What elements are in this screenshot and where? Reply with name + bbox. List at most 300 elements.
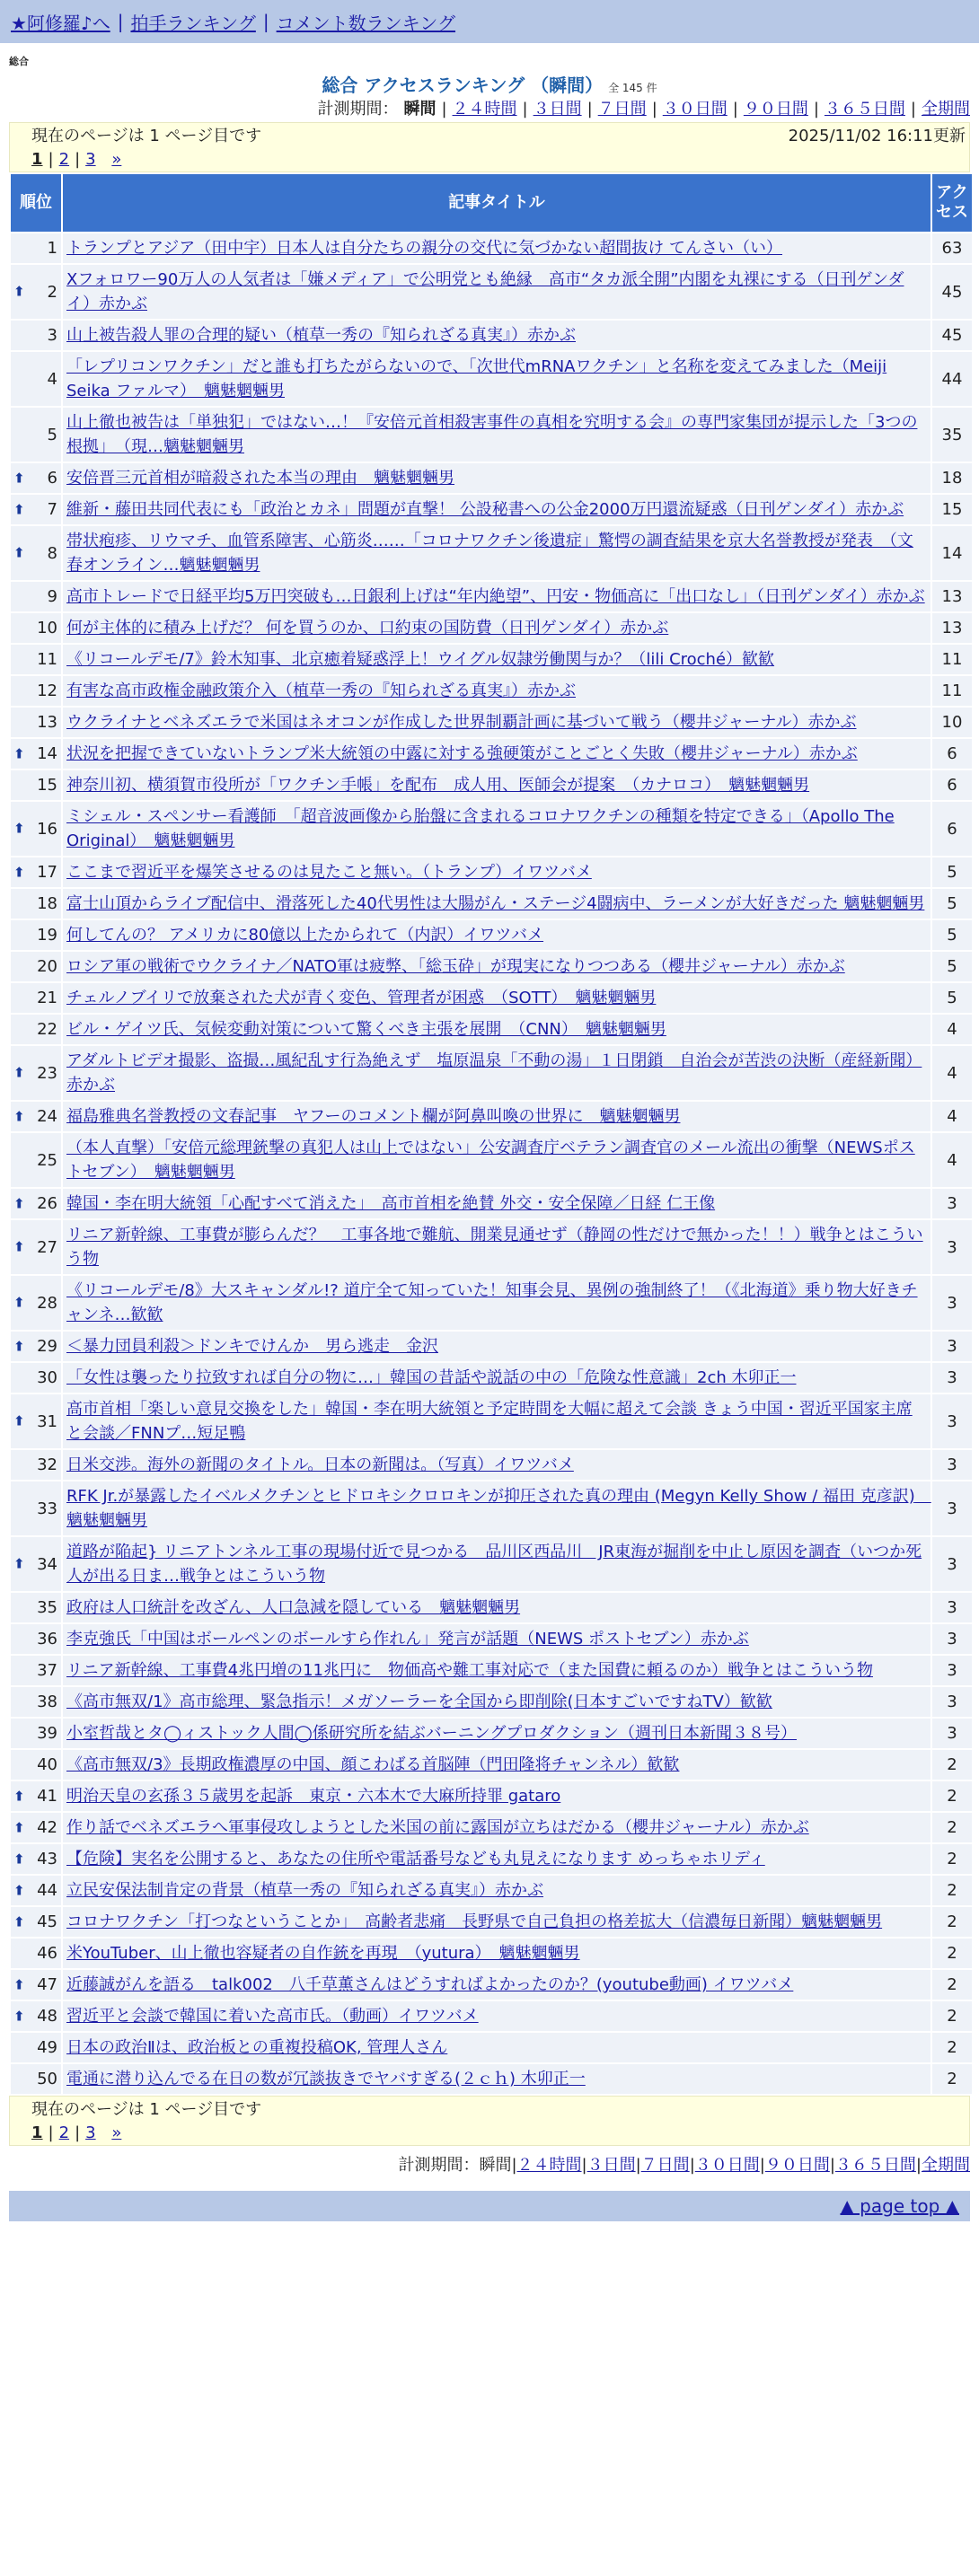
article-title-link[interactable]: 小室哲哉とタ◯ィストック人間◯係研究所を結ぶバーニングプロダクション（週刊日本新聞３８号） [66,1724,798,1743]
rank-number: 43 [37,1850,57,1868]
article-title-link[interactable]: 《高市無双/3》長期政権濃厚の中国、顔こわばる首脳陣（門田隆将チャンネル）歓歓 [66,1755,680,1774]
article-title-link[interactable]: 山上被告殺人罪の合理的疑い（植草一秀の『知られざる真実』）赤かぶ [66,326,576,345]
period-link-30d[interactable]: ３０日間 [694,2156,760,2175]
access-count: 3 [932,1593,972,1622]
access-count: 4 [932,1046,972,1100]
table-row [11,802,972,856]
rank-cell [11,645,61,674]
article-title-link[interactable]: 何してんの？ アメリカに80億以上たかられて（内訳）イワツバメ [66,926,544,945]
rank-cell [11,1537,61,1591]
access-count: 13 [932,613,972,643]
title-cell [63,2064,930,2094]
rank-cell [11,1876,61,1905]
rank-cell [11,1481,61,1535]
title-cell [63,983,930,1013]
page-top-link[interactable]: ▲ page top ▲ [840,2195,959,2217]
access-count: 2 [932,1781,972,1811]
table-row [11,1907,972,1937]
rank-number: 45 [37,1912,57,1931]
table-row [11,408,972,462]
access-count: 6 [932,802,972,856]
rank-cell [11,1719,61,1748]
rank-up-arrow-icon: ⬆ [13,501,25,517]
title-cell [63,1624,930,1654]
title-cell [63,613,930,643]
rank-cell [11,1593,61,1622]
header-rank: 順位 [11,174,61,232]
period-separator: | [813,100,819,119]
rank-number: 39 [37,1724,57,1743]
access-count: 5 [932,983,972,1013]
rank-number: 41 [37,1787,57,1806]
period-link-24h[interactable]: ２４時間 [452,100,517,119]
title-cell [63,1907,930,1937]
table-row [11,495,972,524]
rank-number: 24 [37,1107,57,1126]
title-cell [63,1332,930,1361]
period-separator: | [759,2156,765,2175]
category-tag: 総合 [9,56,29,67]
rank-cell [11,321,61,350]
title-cell [63,2001,930,2031]
rank-cell [11,1332,61,1361]
rank-number: 49 [37,2038,57,2057]
current-page-text: 現在のページは 1 ページ目です [31,127,262,145]
rank-cell [11,526,61,580]
page-link-2[interactable]: 2 [58,2123,70,2142]
rank-cell [11,1813,61,1842]
table-row [11,1719,972,1748]
article-title-link[interactable]: 維新・藤田共同代表にも「政治とカネ」問題が直撃！ 公設秘書への公金2000万円還流疑惑（日刊ゲンダイ）赤かぶ [66,500,904,519]
table-row [11,1102,972,1131]
rank-number: 16 [37,819,57,839]
period-link-30d[interactable]: ３０日間 [662,100,728,119]
page-link-2[interactable]: 2 [58,150,70,169]
nav-link-applause-ranking[interactable]: 拍手ランキング [130,12,256,34]
title-cell [63,857,930,887]
rank-number: 3 [47,326,57,345]
page-link-1[interactable]: 1 [31,2123,43,2142]
rank-cell [11,1687,61,1717]
access-count: 44 [932,352,972,406]
rank-cell [11,920,61,950]
title-cell [63,1970,930,2000]
rank-up-arrow-icon: ⬆ [13,1555,25,1572]
article-title-link[interactable]: コロナワクチン「打つなということか」 高齢者悲痛 長野県で自己負担の格差拡大（信濃毎日新聞）魑魅魍魎男 [66,1912,883,1931]
title-cell [63,739,930,769]
footer-bar [9,2191,970,2221]
table-row [11,1687,972,1717]
rank-number: 42 [37,1818,57,1837]
rank-up-arrow-icon: ⬆ [13,470,25,486]
rank-number: 1 [47,239,57,258]
period-link-365d[interactable]: ３６５日間 [834,2156,916,2175]
period-link-7d[interactable]: ７日間 [597,100,647,119]
access-count: 2 [932,1813,972,1842]
access-count: 13 [932,582,972,611]
rank-up-arrow-icon: ⬆ [13,1108,25,1124]
rank-number: 40 [37,1755,57,1774]
rank-cell [11,708,61,737]
header-access: アクセス [932,174,972,232]
period-link-365d[interactable]: ３６５日間 [824,100,905,119]
rank-cell [11,1939,61,1968]
rank-cell [11,1970,61,2000]
period-separator: | [522,100,528,119]
table-row [11,1220,972,1274]
rank-number: 12 [37,681,57,700]
title-cell [63,1276,930,1330]
rank-number: 35 [37,1598,57,1617]
rank-cell [11,739,61,769]
access-count: 2 [932,1844,972,1874]
access-count: 3 [932,1624,972,1654]
access-count: 3 [932,1481,972,1535]
table-row [11,920,972,950]
article-title-link[interactable]: アダルトビデオ撮影、盗撮…風紀乱す行為絶えず 塩原温泉「不動の湯」１日閉鎖 自治会が苦渋の決断（産経新聞）赤かぶ [66,1051,922,1095]
access-count: 6 [932,770,972,800]
title-cell [63,1719,930,1748]
rank-number: 13 [37,713,57,732]
title-cell [63,408,930,462]
rank-number: 38 [37,1692,57,1711]
rank-cell [11,676,61,706]
table-row [11,983,972,1013]
title-cell [63,645,930,674]
article-title-link[interactable]: 近藤誠がんを語る talk002 八千草薫さんはどうすればよかったのか？(youtube動画) イワツバメ [66,1975,794,1994]
title-cell [63,2033,930,2062]
page-separator [101,150,107,169]
rank-number: 50 [37,2070,57,2088]
period-separator: | [581,2156,587,2175]
table-header-row [11,174,972,232]
title-cell [63,1813,930,1842]
rank-number: 34 [37,1554,57,1574]
rank-cell [11,2064,61,2094]
article-title-link[interactable]: ビル・ゲイツ氏、気候変動対策について驚くべき主張を展開 （CNN） 魑魅魍魎男 [66,1020,666,1039]
title-cell [63,526,930,580]
article-title-link[interactable]: 《高市無双/1》高市総理、緊急指示！メガソーラーを全国から即削除(日本すごいですねTV）歓歓 [66,1692,772,1711]
article-title-link[interactable]: 状況を把握できていないトランプ米大統領の中露に対する強硬策がことごとく失敗（櫻井ジャーナル）赤かぶ [66,744,858,763]
rank-cell [11,495,61,524]
table-row [11,1363,972,1393]
access-count: 45 [932,265,972,319]
rank-number: 25 [37,1150,57,1170]
table-row [11,1939,972,1968]
access-count: 2 [932,2064,972,2094]
page-link-next[interactable]: » [111,150,122,169]
page-separator: | [48,2123,54,2142]
article-title-link[interactable]: トランプとアジア（田中宇）日本人は自分たちの親分の交代に気づかない超間抜け てんさい（い） [66,239,782,258]
period-separator: | [441,100,447,119]
table-row [11,321,972,350]
article-title-link[interactable]: 習近平と会談で韓国に着いた高市氏。（動画）イワツバメ [66,2007,479,2026]
table-row [11,1133,972,1187]
article-title-link[interactable]: 福島雅典名誉教授の文春記事 ヤフーのコメント欄が阿鼻叫喚の世界に 魑魅魍魎男 [66,1107,681,1126]
article-title-link[interactable]: 「女性は襲ったり拉致すれば自分の物に…」韓国の昔話や説話の中の「危険な性意識」2ch 木卯正一 [66,1368,797,1387]
rank-cell [11,1624,61,1654]
access-count: 3 [932,1719,972,1748]
article-title-link[interactable]: 富士山頂からライブ配信中、滑落死した40代男性は大腸がん・ステージ4闘病中、ラーメンが大好きだった 魑魅魍魎男 [66,894,925,913]
article-title-link[interactable]: 日米交渉。海外の新聞のタイトル。日本の新聞は。（写真）イワツバメ [66,1455,574,1474]
period-link-all[interactable]: 全期間 [922,100,970,119]
ranking-table [9,172,974,2096]
rank-up-arrow-icon: ⬆ [13,1851,25,1867]
current-page-text-bottom: 現在のページは 1 ページ目です [31,2100,262,2119]
period-link-24h[interactable]: ２４時間 [516,2156,582,2175]
rank-number: 31 [37,1411,57,1431]
access-count: 11 [932,645,972,674]
rank-number: 32 [37,1455,57,1474]
page-link-next[interactable]: » [111,2123,122,2142]
rank-number: 14 [37,744,57,763]
rank-up-arrow-icon: ⬆ [13,820,25,837]
rank-number: 5 [47,425,57,444]
access-count: 10 [932,708,972,737]
period-link-7d[interactable]: ７日間 [640,2156,690,2175]
period-separator: | [511,2156,517,2175]
table-row [11,645,972,674]
rank-cell [11,352,61,406]
table-row [11,613,972,643]
article-title-link[interactable]: 【危険】実名を公開すると、あなたの住所や電話番号なども丸見えになります めっちゃホリディ [66,1850,765,1868]
title-cell [63,582,930,611]
rank-cell [11,1450,61,1480]
period-link-all[interactable]: 全期間 [922,2156,970,2175]
title-cell [63,321,930,350]
rank-cell [11,1102,61,1131]
nav-link-asyura[interactable]: ★阿修羅♪へ [11,12,110,34]
article-title-link[interactable]: 道路が陥起} リニアトンネル工事の現場付近で見つかる 品川区西品川 JR東海が掘削を中止し原因を調査（いつか死人が出る日ま…戦争とはこういう物 [66,1543,922,1586]
article-title-link[interactable]: 電通に潜り込んでる在日の数が冗談抜きでヤバすぎる(２ｃｈ) 木卯正一 [66,2070,586,2088]
rank-up-arrow-icon: ⬆ [13,1338,25,1354]
article-title-link[interactable]: 政府は人口統計を改ざん、人口急減を隠している 魑魅魍魎男 [66,1598,521,1617]
rank-cell [11,408,61,462]
title-cell [63,708,930,737]
article-title-link[interactable]: 米YouTuber、山上徹也容疑者の自作銃を再現 （yutura） 魑魅魍魎男 [66,1944,580,1963]
table-row [11,463,972,493]
rank-number: 2 [47,282,57,302]
rank-number: 37 [37,1661,57,1680]
access-count: 3 [932,1450,972,1480]
access-count: 3 [932,1394,972,1448]
title-cell [63,1876,930,1905]
period-link-90d[interactable]: ９０日間 [743,100,808,119]
period-link-90d[interactable]: ９０日間 [764,2156,830,2175]
title-cell [63,1102,930,1131]
title-cell [63,1363,930,1393]
rank-number: 36 [37,1630,57,1648]
article-title-link[interactable]: 高市首相「楽しい意見交換をした」韓国・李在明大統領と予定時間を大幅に超えて会談 きょう中国・習近平国家主席と会談／FNNプ…短足鴨 [66,1400,913,1443]
article-title-link[interactable]: RFK Jr.が暴露したイベルメクチンとヒドロキシクロロキンが抑圧された真の理由 (Megyn Kelly Show / 福田 克彦訳) 魑魅魍魎男 [66,1487,931,1530]
page-title-text: 総合 アクセスランキング （瞬間） [322,75,604,96]
table-row [11,708,972,737]
access-count: 3 [932,1220,972,1274]
rank-number: 44 [37,1881,57,1900]
title-cell [63,1844,930,1874]
article-title-link[interactable]: 李克強氏「中国はボールペンのボールすら作れん」発言が話題（NEWS ポストセブン）赤かぶ [66,1630,749,1648]
rank-cell [11,1844,61,1874]
title-cell [63,770,930,800]
table-row [11,233,972,263]
article-title-link[interactable]: 安倍晋三元首相が暗殺された本当の理由 魑魅魍魎男 [66,469,454,488]
total-count: 全 145 件 [608,82,657,94]
table-row [11,1481,972,1535]
access-count: 2 [932,2001,972,2031]
article-title-link[interactable]: 明治天皇の玄孫３５歳男を起訴 東京・六本木で大麻所持罪 gataro [66,1787,561,1806]
rank-number: 6 [47,469,57,488]
access-count: 2 [932,1970,972,2000]
page-info-top [9,122,970,172]
pagination-top [31,148,969,171]
access-count: 5 [932,952,972,981]
access-count: 3 [932,1276,972,1330]
rank-up-arrow-icon: ⬆ [13,745,25,761]
article-title-link[interactable]: ロシア軍の戦術でウクライナ／NATO軍は疲弊、「総玉砕」が現実になりつつある（櫻井ジャーナル）赤かぶ [66,957,845,976]
rank-up-arrow-icon: ⬆ [13,1882,25,1898]
title-cell [63,1394,930,1448]
table-row [11,1537,972,1591]
period-current: 瞬間 [479,2156,512,2175]
table-row [11,1781,972,1811]
title-cell [63,1189,930,1218]
period-separator: | [732,100,738,119]
access-count: 2 [932,1939,972,1968]
period-selector-bottom [0,2153,979,2178]
title-cell [63,1939,930,1968]
rank-number: 19 [37,926,57,945]
rank-cell [11,983,61,1013]
access-count: 4 [932,1102,972,1131]
article-title-link[interactable]: リニア新幹線、工事費が膨らんだ？ 工事各地で難航、開業見通せず（静岡の性だけで無かった！！）戦争とはこういう物 [66,1226,923,1269]
article-title-link[interactable]: ＜暴力団員利殺＞ドンキでけんか 男ら逃走 金沢 [66,1337,438,1356]
rank-number: 47 [37,1975,57,1994]
rank-cell [11,1750,61,1780]
access-count: 2 [932,2033,972,2062]
article-title-link[interactable]: 有害な高市政権金融政策介入（植草一秀の『知られざる真実』）赤かぶ [66,681,576,700]
access-count: 3 [932,1189,972,1218]
rank-up-arrow-icon: ⬆ [13,1064,25,1081]
period-label: 計測期間： [317,100,399,119]
table-row [11,1015,972,1044]
access-count: 2 [932,1907,972,1937]
article-title-link[interactable]: 「レプリコンワクチン」だと誰も打ちたがらないので、「次世代mRNAワクチン」と名称を変えてみました（Meiji Seika ファルマ） 魑魅魍魎男 [66,357,887,400]
article-title-link[interactable]: リニア新幹線、工事費4兆円増の11兆円に 物価高や難工事対応で（また国費に頼るのか）戦争とはこういう物 [66,1661,873,1680]
rank-cell [11,1656,61,1685]
title-cell [63,1450,930,1480]
table-row [11,2064,972,2094]
header-title: 記事タイトル [63,174,930,232]
article-title-link[interactable]: ミシェル・スペンサー看護師 「超音波画像から胎盤に含まれるコロナワクチンの種類を特定できる」（Apollo The Original） 魑魅魍魎男 [66,807,895,850]
rank-number: 28 [37,1293,57,1313]
title-cell [63,233,930,263]
table-row [11,739,972,769]
access-count: 3 [932,1687,972,1717]
rank-up-arrow-icon: ⬆ [13,1976,25,1992]
table-row [11,1394,972,1448]
rank-up-arrow-icon: ⬆ [13,1819,25,1835]
title-cell [63,1046,930,1100]
rank-cell [11,1133,61,1187]
rank-cell [11,1781,61,1811]
article-title-link[interactable]: 《リコールデモ/7》鈴木知事、北京癒着疑惑浮上！ウイグル奴隷労働関与か？（lili Croché）歓歓 [66,650,775,669]
rank-number: 21 [37,989,57,1007]
article-title-link[interactable]: 作り話でベネズエラへ軍事侵攻しようとした米国の前に露国が立ちはだかる（櫻井ジャーナル）赤かぶ [66,1818,809,1837]
period-separator: | [910,100,916,119]
page-link-1[interactable]: 1 [31,150,43,169]
table-row [11,952,972,981]
rank-cell [11,1015,61,1044]
rank-cell [11,1046,61,1100]
period-link-3d[interactable]: ３日間 [533,100,582,119]
article-title-link[interactable]: 帯状疱疹、リウマチ、血管系障害、心筋炎……「コロナワクチン後遺症」驚愕の調査結果を京大名誉教授が発表 （文春オンライン…魑魅魍魎男 [66,532,913,575]
article-title-link[interactable]: Xフォロワー90万人の人気者は「嫌メディア」で公明党とも絶縁 高市“タカ派全開”内閣を丸裸にする（日刊ゲンダイ）赤かぶ [66,270,904,313]
table-row [11,889,972,919]
rank-number: 15 [37,776,57,795]
rank-cell [11,265,61,319]
title-cell [63,952,930,981]
article-title-link[interactable]: （本人直撃）「安倍元総理銃撃の真犯人は山上ではない」公安調査庁ベテラン調査官のメール流出の衝撃（NEWSポストセブン） 魑魅魍魎男 [66,1139,915,1182]
page-separator: | [75,150,81,169]
table-row [11,1844,972,1874]
access-count: 15 [932,495,972,524]
table-row [11,1750,972,1780]
article-title-link[interactable]: 《リコールデモ/8》大スキャンダル!? 道庁全て知っていた！知事会見、異例の強制終了！（《北海道》乗り物大好きチャンネ…歓歓 [66,1281,918,1324]
rank-number: 10 [37,619,57,637]
title-cell [63,1133,930,1187]
period-link-3d[interactable]: ３日間 [587,2156,636,2175]
rank-number: 22 [37,1020,57,1039]
page-separator: | [75,2123,81,2142]
article-title-link[interactable]: 立民安保法制肯定の背景（植草一秀の『知られざる真実』）赤かぶ [66,1881,543,1900]
page-link-3[interactable]: 3 [85,150,96,169]
rank-number: 23 [37,1063,57,1083]
table-row [11,526,972,580]
rank-cell [11,952,61,981]
article-title-link[interactable]: 高市トレードで日経平均5万円突破も…日銀利上げは“年内絶望”、円安・物価高に「出口なし」（日刊ゲンダイ）赤かぶ [66,587,925,606]
title-cell [63,463,930,493]
access-count: 6 [932,739,972,769]
access-count: 45 [932,321,972,350]
table-row [11,2033,972,2062]
access-count: 5 [932,857,972,887]
article-title-link[interactable]: 神奈川初、横須賀市役所が「ワクチン手帳」を配布 成人用、医師会が提案 （カナロコ） 魑魅魍魎男 [66,776,810,795]
page-link-3[interactable]: 3 [85,2123,96,2142]
access-count: 2 [932,1876,972,1905]
period-current: 瞬間 [403,100,437,119]
article-title-link[interactable]: ウクライナとベネズエラで米国はネオコンが作成した世界制覇計画に基づいて戦う（櫻井ジャーナル）赤かぶ [66,713,857,732]
article-title-link[interactable]: 何が主体的に積み上げだ？ 何を買うのか、口約束の国防費（日刊ゲンダイ）赤かぶ [66,619,669,637]
article-title-link[interactable]: ここまで習近平を爆笑させるのは見たこと無い。（トランプ）イワツバメ [66,863,592,882]
title-cell [63,1220,930,1274]
rank-cell [11,2001,61,2031]
article-title-link[interactable]: 日本の政治Ⅱは、政治板との重複投稿OK, 管理人さん [66,2038,448,2057]
title-cell [63,920,930,950]
rank-number: 48 [37,2007,57,2026]
rank-cell [11,889,61,919]
nav-link-comment-ranking[interactable]: コメント数ランキング [276,12,456,34]
access-count: 11 [932,676,972,706]
access-count: 3 [932,1537,972,1591]
article-title-link[interactable]: 韓国・李在明大統領「心配すべて消えた」 高市首相を絶賛 外交・安全保障／日経 仁王像 [66,1194,716,1213]
rank-up-arrow-icon: ⬆ [13,283,25,300]
article-title-link[interactable]: チェルノブイリで放棄された犬が青く変色、管理者が困惑 （SOTT） 魑魅魍魎男 [66,989,657,1007]
period-separator: | [689,2156,695,2175]
table-row [11,2001,972,2031]
rank-cell [11,1220,61,1274]
article-title-link[interactable]: 山上徹也被告は「単独犯」ではない…！『安倍元首相殺害事件の真相を究明する会』の専門家集団が提示した「3つの根拠」 （現…魑魅魍魎男 [66,413,918,456]
table-row [11,582,972,611]
